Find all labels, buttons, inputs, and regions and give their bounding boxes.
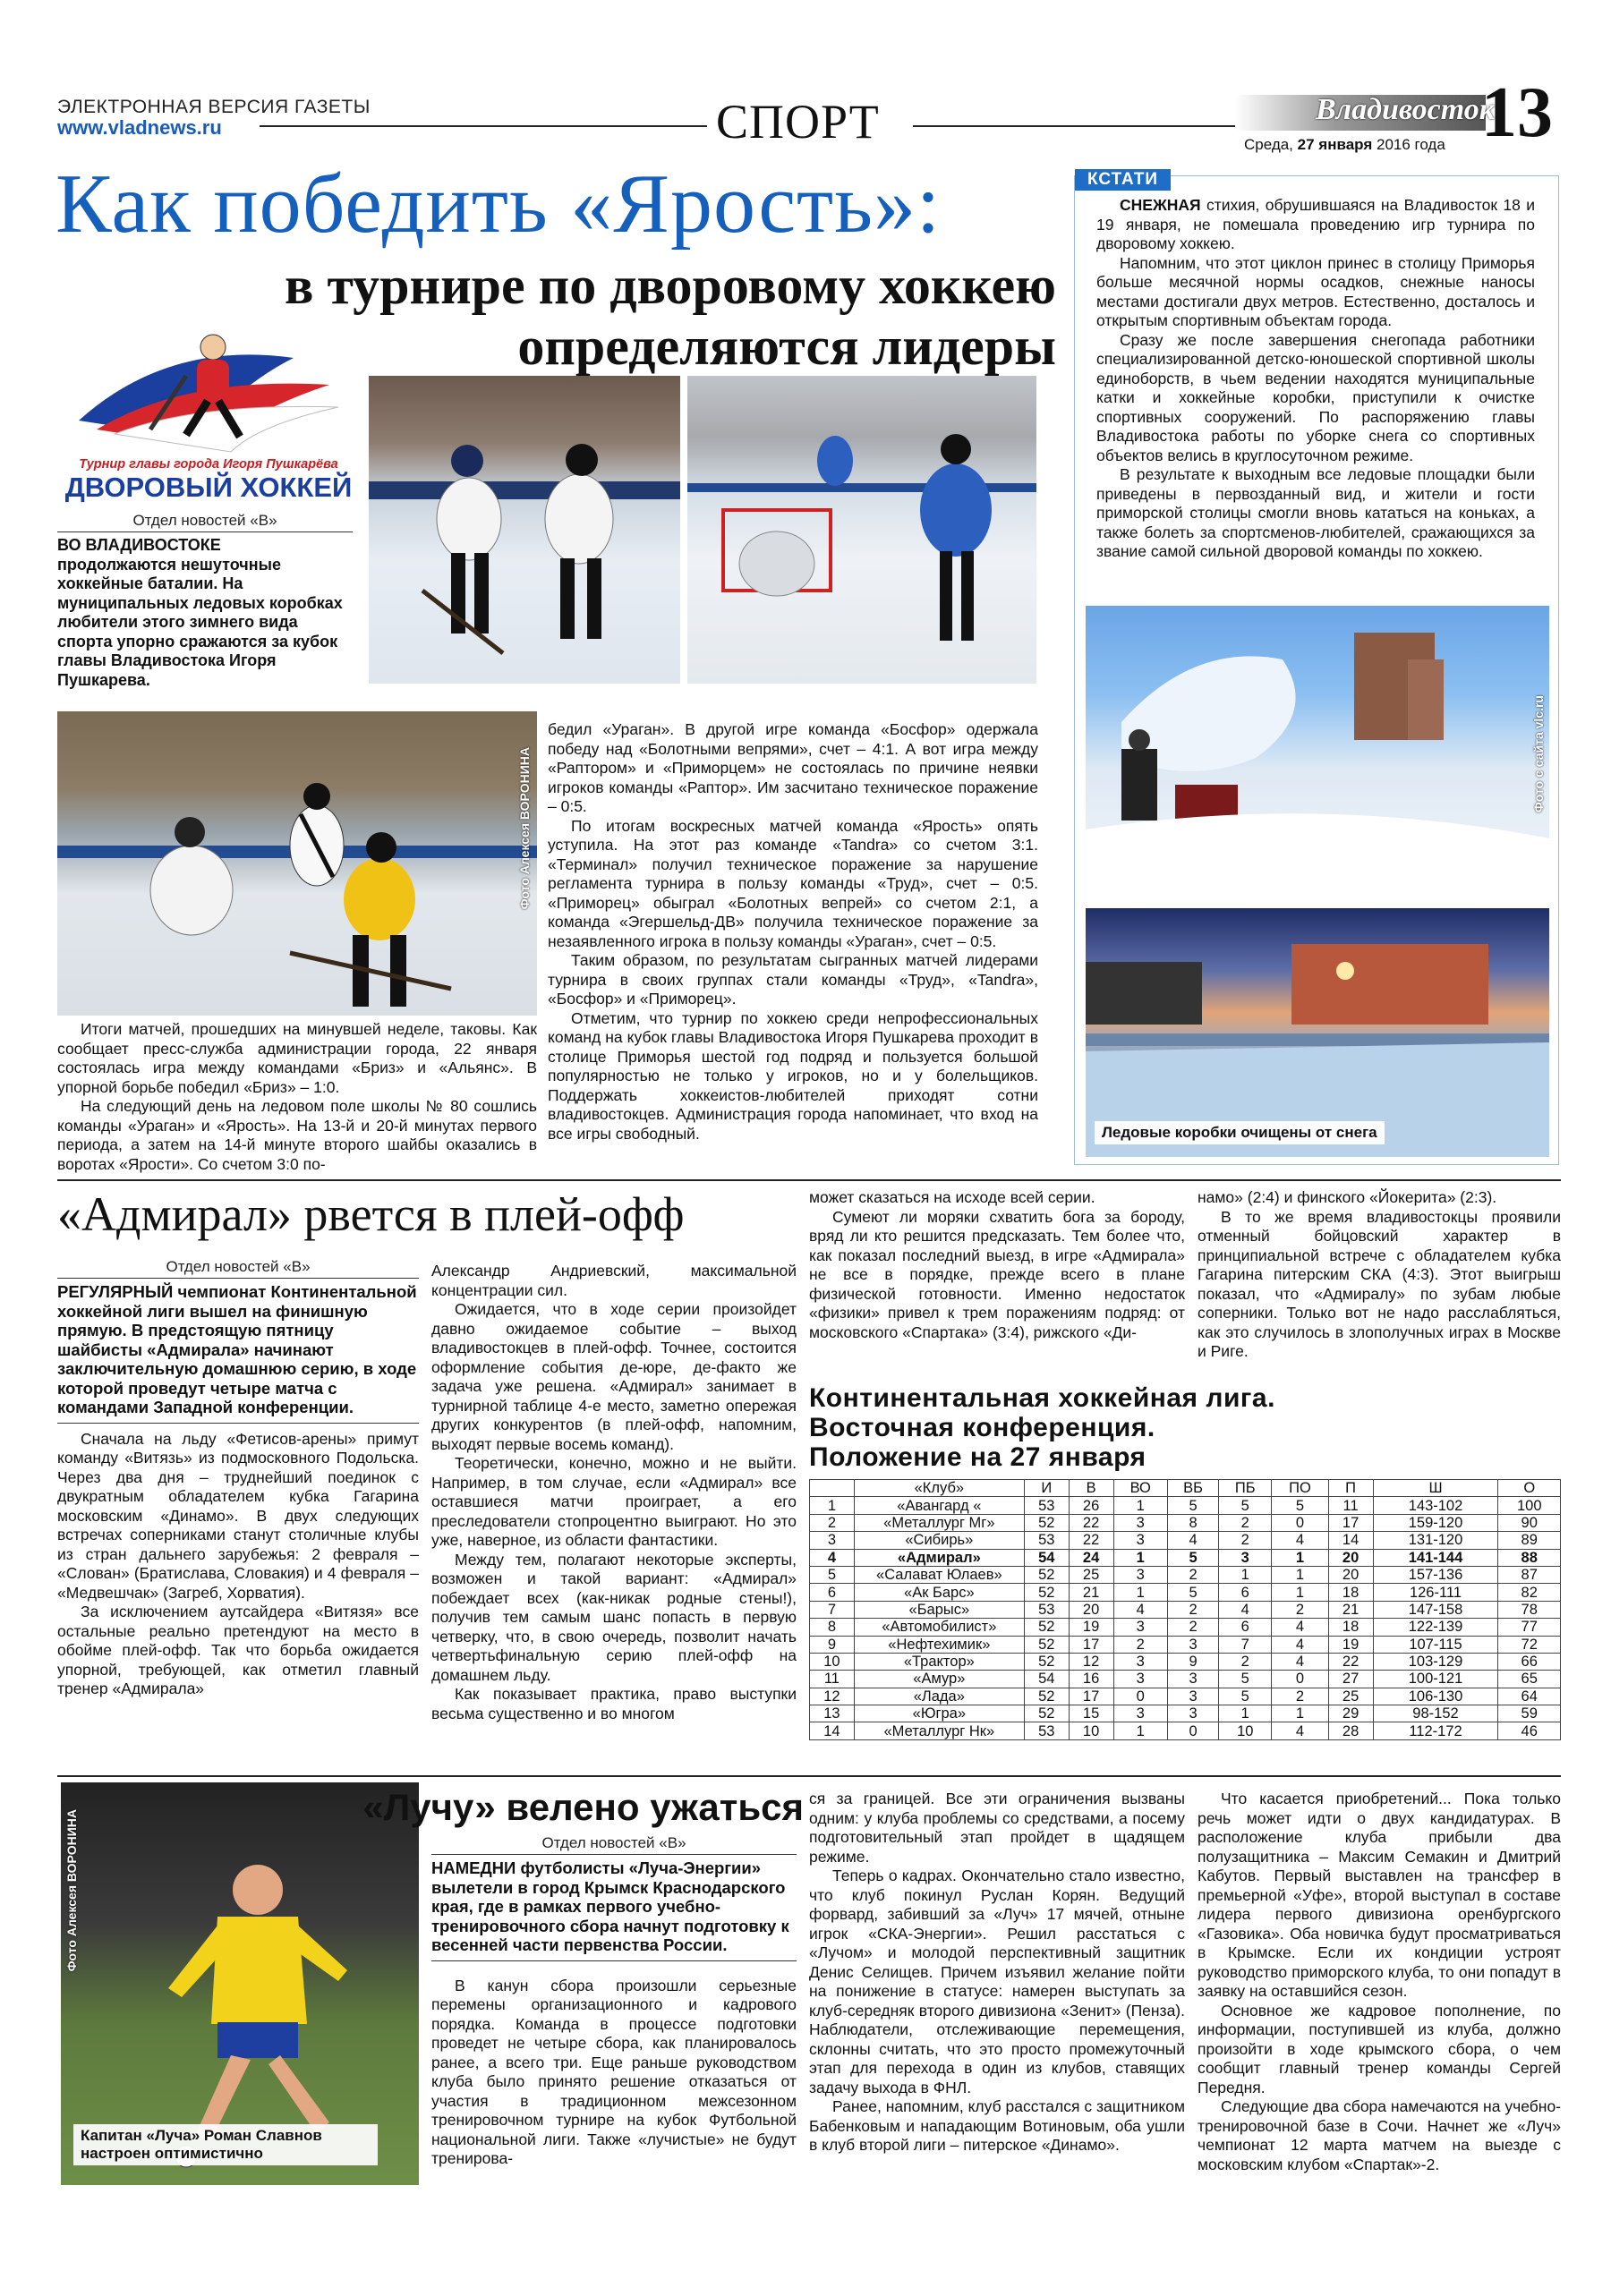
kstati-p4: В результате к выходным все ледовые площадки были приведены в первозданный вид, и жители и гости приморской столицы смогли вновь кататься на коньках, а также болеть за спортсменов-любителей, сражающихся за звание самой сильной дворовой команды по хоккею. [1096, 465, 1535, 560]
table-cell: 1 [1113, 1722, 1167, 1739]
table-cell: 54 [1024, 1671, 1069, 1688]
rink-photo [1086, 908, 1549, 1157]
table-cell: 2 [810, 1514, 855, 1531]
table-cell: 54 [1024, 1549, 1069, 1566]
table-cell: 1 [1219, 1705, 1272, 1722]
table-cell: 5 [1219, 1497, 1272, 1514]
section-title: СПОРТ [716, 95, 880, 149]
table-cell: 66 [1498, 1653, 1561, 1670]
table-cell: 90 [1498, 1514, 1561, 1531]
table-cell: 2 [1219, 1653, 1272, 1670]
table-cell: 4 [1167, 1532, 1218, 1549]
kstati-lead-cap: СНЕЖНАЯ [1120, 196, 1201, 214]
table-cell: 3 [1167, 1671, 1218, 1688]
table-cell: 52 [1024, 1688, 1069, 1705]
table-cell: 2 [1219, 1514, 1272, 1531]
table-row [810, 1584, 1561, 1601]
kstati-p1-text: стихия, обрушившаяся на Владивосток 18 и 19 января, не помешала проведению игр турнира по дворовому хоккею. [1096, 196, 1535, 252]
table-cell: О [1498, 1480, 1561, 1497]
admiral-col1-p2: За исключением аутсайдера «Витязя» все остальные реально претендуют на место в обойме плей-офф. Так что борьба ожидается упорной, требующей, как отметил главный тренер «Адмирала» [57, 1603, 419, 1697]
main-lead-block [57, 512, 353, 690]
admiral-lead-divider [57, 1423, 419, 1430]
admiral-lead-text: чемпионат Континентальной хоккейной лиги вышел на финишную прямую. В предстоящую пятницу шайбисты «Адмирала» начинают заключительную домашнюю серию, в ходе которой проведут четыре матча с командами Западной конференции. [57, 1282, 417, 1416]
admiral-col-2 [431, 1262, 797, 1723]
table-cell: 52 [1024, 1636, 1069, 1653]
table-cell: 112-172 [1373, 1722, 1498, 1739]
table-cell: 18 [1328, 1584, 1373, 1601]
table-cell: 100 [1498, 1497, 1561, 1514]
table-cell: 3 [1219, 1549, 1272, 1566]
main-col1-p1: Итоги матчей, прошедших на минувшей неделе, таковы. Как сообщает пресс-служба администрации города, 22 января состоялась игра между командами «Бриз» и «Альянс». В упорной борьбе победил «Бриз» – 1:0. [57, 1020, 537, 1096]
standings-title-3: Положение на 27 января [809, 1442, 1146, 1472]
date-bold: 27 января [1297, 136, 1373, 153]
table-cell-club: «Югра» [854, 1705, 1024, 1722]
table-row [810, 1532, 1561, 1549]
table-cell: 64 [1498, 1688, 1561, 1705]
table-cell: 52 [1024, 1566, 1069, 1583]
issue-date [1244, 136, 1445, 154]
kstati-p3: Сразу же после завершения снегопада работники специализированной детско-юношеской спортивной школы единоборств, в чьем ведении находятся муниципальные катки и хоккейные коробки, приступили к очистке спортивных сооружений. По распоряжению главы Владивостока работы по уборке снега со спортивных объектов велись в круглосуточном режиме. [1096, 330, 1535, 464]
hockey-goalie-image-icon [687, 376, 1036, 684]
table-cell: 65 [1498, 1671, 1561, 1688]
table-cell: 159-120 [1373, 1514, 1498, 1531]
admiral-col2-p4: Между тем, полагают некоторые эксперты, возможен и такой вариант: «Адмирал» побеждает всех (как-никак родные стены!), получив тем самым шанс попасть в первую четверку, что, в свою очередь, позволит начать четвертьфинальную серию плей-офф на домашнем льду. [431, 1550, 797, 1684]
admiral-lead [57, 1282, 419, 1417]
logo-title: ДВОРОВЫЙ ХОККЕЙ [64, 472, 353, 503]
table-cell: 87 [1498, 1566, 1561, 1583]
table-row [810, 1619, 1561, 1636]
table-cell-club: «Металлург Мг» [854, 1514, 1024, 1531]
table-row [810, 1601, 1561, 1618]
main-lead-text: продолжаются нешуточные хоккейные баталии. На муниципальных ледовых коробках любители этого зимнего вида спорта упорно сражаются за кубок главы Владивостока Игоря Пушкарева. [57, 555, 343, 689]
luch-lead-block [431, 1834, 797, 2169]
table-cell: 126-111 [1373, 1584, 1498, 1601]
table-row [810, 1566, 1561, 1583]
table-cell: 4 [1272, 1722, 1328, 1739]
standings-block [809, 1383, 1561, 1740]
table-cell-club: «Ак Барс» [854, 1584, 1024, 1601]
ice-rink-image-icon [1086, 908, 1549, 1157]
table-cell: 10 [810, 1653, 855, 1670]
table-cell: 1 [1113, 1497, 1167, 1514]
standings-title-1: Континентальная хоккейная лига. [809, 1383, 1275, 1413]
luch-lead [431, 1858, 797, 1955]
table-cell: 157-136 [1373, 1566, 1498, 1583]
table-row [810, 1653, 1561, 1670]
table-cell [810, 1480, 855, 1497]
table-cell: 5 [1272, 1497, 1328, 1514]
table-cell: 141-144 [1373, 1549, 1498, 1566]
luch-col3-p2: Основное же кадровое пополнение, по информации, поступившей из клуба, должно произойти в ходе крымского сбора, о чем сообщит главный тренер команды Сергей Передня. [1198, 2001, 1561, 2096]
logo-tagline: Турнир главы города Игоря Пушкарёва [79, 457, 338, 472]
table-cell: 10 [1219, 1722, 1272, 1739]
table-cell: 3 [1113, 1705, 1167, 1722]
main-lead-cap: ВО ВЛАДИВОСТОКЕ [57, 536, 221, 554]
table-cell: 4 [1272, 1653, 1328, 1670]
table-cell: 2 [1272, 1688, 1328, 1705]
table-cell: 53 [1024, 1532, 1069, 1549]
main-subtitle-1: в турнире по дворовому хоккею [285, 256, 1056, 315]
rink-caption: Ледовые коробки очищены от снега [1095, 1121, 1385, 1144]
admiral-col2-p3: Теоретически, конечно, можно и не выйти. Например, в том случае, если «Адмирал» все оставшиеся матчи проиграет, а его преследователи стопроцентно выиграют. Но это уже, наверное, из области фантастики. [431, 1454, 797, 1549]
table-cell: 106-130 [1373, 1688, 1498, 1705]
main-byline: Отдел новостей «В» [57, 512, 353, 532]
main-col2-p3: Таким образом, по результатам сыгранных матчей лидерами турнира в своих группах стали команды «Труд», «Tandra», «Босфор» и «Приморец». [548, 951, 1038, 1008]
table-cell: 5 [1167, 1497, 1218, 1514]
table-cell: 12 [810, 1688, 855, 1705]
table-cell: 2 [1113, 1636, 1167, 1653]
table-cell: ПБ [1219, 1480, 1272, 1497]
table-cell: 103-129 [1373, 1653, 1498, 1670]
luch-photo [61, 1782, 419, 2185]
table-cell: 4 [1113, 1601, 1167, 1618]
table-cell: 0 [1167, 1722, 1218, 1739]
kstati-tag: КСТАТИ [1075, 169, 1171, 191]
admiral-col2-p2: Ожидается, что в ходе серии произойдет давно ожидаемое событие – выход владивостокцев в плей-офф. Точнее, состоится оформление события де-юре, де-факто же задача уже решена. «Адмирал» занимает в турнирной таблице 4-е место, заметно опережая других конкурентов (в плей-офф, напомним, выходят первые восемь команд). [431, 1300, 797, 1453]
table-cell-club: «Барыс» [854, 1601, 1024, 1618]
table-cell: 5 [1219, 1688, 1272, 1705]
table-row [810, 1549, 1561, 1566]
hockey-player-logo-icon [61, 322, 356, 456]
admiral-col4-p2: В то же время владивостокцы проявили отменный бойцовский характер в принципиальной встрече с обладателем кубка Гагарина питерским СКА (4:3). Этот выигрыш показал, что «Адмиралу» по зубам любые соперники. Только вот не надо расслабляться, как это случилось в злополучных играх в Москве и Риге. [1198, 1207, 1561, 1360]
luch-col-2 [809, 1790, 1185, 2156]
main-col-2 [548, 720, 1038, 1144]
luch-col1-p1: В канун сбора произошли серьезные перемены организационного и кадрового порядка. Команда в процессе подготовки проведет не четыре сбора, как планировалось ранее, а всего три. Еще раньше руководством клуба было принято решение отказаться от участия в традиционном межсезонном тренировочном турнире на кубок Футбольной национальной лиги. Также «лучистые» не будут тренирова- [431, 1976, 797, 2167]
table-cell: 2 [1272, 1601, 1328, 1618]
photo-credit-sidebar: Фото с сайта vlc.ru [1531, 695, 1546, 813]
table-cell: 82 [1498, 1584, 1561, 1601]
hockey-match-image-icon [57, 711, 537, 1016]
table-cell: 131-120 [1373, 1532, 1498, 1549]
table-cell: 20 [1328, 1566, 1373, 1583]
table-cell: 17 [1069, 1688, 1113, 1705]
table-cell: 14 [1328, 1532, 1373, 1549]
table-cell-club: «Трактор» [854, 1653, 1024, 1670]
table-cell-club: «Авангард « [854, 1497, 1024, 1514]
table-cell: 2 [1167, 1619, 1218, 1636]
table-cell: 5 [810, 1566, 855, 1583]
table-cell: 10 [1069, 1722, 1113, 1739]
table-cell: 15 [1069, 1705, 1113, 1722]
admiral-col3-p1: может сказаться на исходе всей серии. [809, 1188, 1095, 1206]
admiral-headline: «Адмирал» рвется в плей-офф [57, 1187, 685, 1241]
table-cell: 20 [1069, 1601, 1113, 1618]
standings-title-2: Восточная конференция. [809, 1413, 1155, 1442]
kstati-box [1074, 170, 1559, 1165]
table-cell: 52 [1024, 1514, 1069, 1531]
luch-col-3 [1198, 1790, 1561, 2174]
table-cell: 9 [1167, 1653, 1218, 1670]
table-cell: 29 [1328, 1705, 1373, 1722]
table-row [810, 1722, 1561, 1739]
admiral-col4-p1: намо» (2:4) и финского «Йокерита» (2:3). [1198, 1188, 1497, 1206]
table-cell: 147-158 [1373, 1601, 1498, 1618]
table-cell: 22 [1069, 1514, 1113, 1531]
table-cell: 8 [810, 1619, 855, 1636]
table-cell: 6 [1219, 1584, 1272, 1601]
table-cell: И [1024, 1480, 1069, 1497]
table-cell: 0 [1272, 1514, 1328, 1531]
table-cell: 5 [1219, 1671, 1272, 1688]
luch-top-rule [57, 1775, 1561, 1777]
table-cell-club: «Амур» [854, 1671, 1024, 1688]
main-col2-p4: Отметим, что турнир по хоккею среди непрофессиональных команд на кубок главы Владивостока Игоря Пушкарева проходит в столице Приморья шестой год подряд и пользуется большой популярностью не только у игроков, но и у болельщиков. Поддержать хоккеистов-любителей приходят сотни владивостокцев. Администрация города напоминает, что вход на все игры свободный. [548, 1008, 1038, 1143]
table-cell: 19 [1328, 1636, 1373, 1653]
main-subtitle-2: определяются лидеры [517, 317, 1056, 376]
table-cell: 25 [1069, 1566, 1113, 1583]
table-row [810, 1636, 1561, 1653]
table-cell: 22 [1328, 1653, 1373, 1670]
photo-credit-luch: Фото Алексея ВОРОНИНА [64, 1809, 79, 1972]
table-cell: 1 [1113, 1584, 1167, 1601]
table-cell: 1 [1272, 1566, 1328, 1583]
luch-lead-divider [431, 1960, 797, 1977]
table-cell: 6 [1219, 1619, 1272, 1636]
table-cell: 1 [1272, 1549, 1328, 1566]
table-cell: ВБ [1167, 1480, 1218, 1497]
table-cell: 17 [1328, 1514, 1373, 1531]
table-cell: 26 [1069, 1497, 1113, 1514]
snow-photo [1086, 606, 1549, 903]
table-cell: 7 [1219, 1636, 1272, 1653]
table-cell: 22 [1069, 1532, 1113, 1549]
table-cell: Ш [1373, 1480, 1498, 1497]
table-cell: 3 [1113, 1532, 1167, 1549]
admiral-col-4 [1198, 1188, 1561, 1362]
table-cell: 9 [810, 1636, 855, 1653]
table-cell: 3 [1167, 1636, 1218, 1653]
table-cell: 11 [810, 1671, 855, 1688]
table-cell-club: «Клуб» [854, 1480, 1024, 1497]
luch-lead-cap: НАМЕДНИ [431, 1858, 516, 1877]
table-cell: 3 [1113, 1653, 1167, 1670]
snow-blower-image-icon [1086, 606, 1549, 903]
photo-credit-main: Фото Алексея ВОРОНИНА [517, 747, 532, 910]
table-cell: 14 [810, 1722, 855, 1739]
main-lead [57, 536, 353, 690]
standings-table [809, 1479, 1561, 1740]
main-headline: Как победить «Ярость»: [55, 157, 942, 251]
table-cell-club: «Салават Юлаев» [854, 1566, 1024, 1583]
table-cell: 3 [1113, 1514, 1167, 1531]
table-cell: 18 [1328, 1619, 1373, 1636]
table-cell: 59 [1498, 1705, 1561, 1722]
table-cell: 4 [1272, 1619, 1328, 1636]
table-cell: 122-139 [1373, 1619, 1498, 1636]
main-col1-p2: На следующий день на ледовом поле школы № 80 сошлись команды «Ураган» и «Ярость». На 13-й и 20-й минутах первого периода, а затем на 14-й минуте второго шайбы оказались в воротах «Ярости». Со счетом 3:0 по- [57, 1097, 537, 1173]
table-cell: 4 [1272, 1636, 1328, 1653]
table-cell: 13 [810, 1705, 855, 1722]
table-cell: 5 [1167, 1549, 1218, 1566]
table-cell: 53 [1024, 1601, 1069, 1618]
hockey-photo-1 [369, 376, 680, 684]
admiral-top-rule [57, 1179, 1561, 1181]
table-cell: 53 [1024, 1497, 1069, 1514]
table-cell: 77 [1498, 1619, 1561, 1636]
table-cell-club: «Адмирал» [854, 1549, 1024, 1566]
table-cell: 20 [1328, 1549, 1373, 1566]
table-cell: 2 [1167, 1566, 1218, 1583]
table-cell: 3 [1113, 1566, 1167, 1583]
table-row [810, 1671, 1561, 1688]
table-cell: 6 [810, 1584, 855, 1601]
masthead-rule-right [913, 125, 1271, 127]
luch-byline: Отдел новостей «В» [431, 1834, 797, 1855]
table-cell: 46 [1498, 1722, 1561, 1739]
table-cell: 3 [810, 1532, 855, 1549]
date-prefix: Среда, [1244, 136, 1293, 153]
table-cell: 98-152 [1373, 1705, 1498, 1722]
table-cell: П [1328, 1480, 1373, 1497]
table-cell: 53 [1024, 1722, 1069, 1739]
kstati-p1 [1096, 196, 1535, 254]
table-row [810, 1514, 1561, 1531]
table-cell: 11 [1328, 1497, 1373, 1514]
table-cell: 19 [1069, 1619, 1113, 1636]
admiral-lead-cap: РЕГУЛЯРНЫЙ [57, 1282, 174, 1301]
table-cell-club: «Нефтехимик» [854, 1636, 1024, 1653]
site-url[interactable]: www.vladnews.ru [57, 116, 222, 139]
table-cell: 7 [810, 1601, 855, 1618]
page-number: 13 [1481, 73, 1553, 152]
luch-col3-p3: Следующие два сбора намечаются на учебно-тренировочной базе в Сочи. Начнет же «Луч» чемпионат 12 марта матчем на выезде с московским клубом «Спартак»-2. [1198, 2097, 1561, 2173]
admiral-col3-p2: Сумеют ли моряки схватить бога за бороду, вряд ли кто решится предсказать. Тем более что, как показал последний выезд, в игре «Адмирала» не все в порядке, прежде всего в плане физической готовности. Именно недостаток «физики» привел к трем поражениям подряд: от московского «Спартака» (3:4), рижского «Ди- [809, 1207, 1185, 1341]
table-cell-club: «Металлург Нк» [854, 1722, 1024, 1739]
standings-header-row [810, 1480, 1561, 1497]
date-suffix: 2016 года [1376, 136, 1445, 153]
table-cell: 52 [1024, 1584, 1069, 1601]
table-cell: 21 [1069, 1584, 1113, 1601]
table-cell: 52 [1024, 1653, 1069, 1670]
tournament-logo [61, 322, 356, 506]
admiral-col1-p1: Сначала на льду «Фетисов-арены» примут команду «Витязь» из подмосковного Подольска. Через два дня – труднейший поединок с двукратным обладателем кубка Гагарина московским «Динамо». В двух следующих встречах соперниками станут столичные клубы из стран дальнего зарубежья: 2 февраля – «Слован» (Братислава, Словакия) и 4 февраля – «Медвешчак» (Загреб, Хорватия). [57, 1429, 419, 1602]
table-cell: 28 [1328, 1722, 1373, 1739]
table-row [810, 1688, 1561, 1705]
table-cell: 4 [1219, 1601, 1272, 1618]
table-cell: 107-115 [1373, 1636, 1498, 1653]
table-cell-club: «Автомобилист» [854, 1619, 1024, 1636]
table-cell: 2 [1219, 1532, 1272, 1549]
admiral-col2-p1: Александр Андриевский, максимальной концентрации сил. [431, 1262, 797, 1299]
table-cell: 3 [1167, 1688, 1218, 1705]
table-cell: 25 [1328, 1688, 1373, 1705]
luch-col3-p1: Что касается приобретений... Пока только речь может идти о двух кандидатурах. В расположение клуба прибыли два полузащитника – Максим Семакин и Дмитрий Кабутов. Первый выставлен на трансфер в премьерной «Уфе», второй выступал в составе лидера первого дивизиона оренбургского «Газовика». Оба новичка будут просматриваться в Крымске. Если их кондиции устроят руководство приморского клуба, то они попадут в заявку на оставшийся сезон. [1198, 1790, 1561, 2000]
table-cell: 4 [810, 1549, 855, 1566]
table-cell: 1 [1219, 1566, 1272, 1583]
table-cell: 1 [1272, 1584, 1328, 1601]
admiral-col-3 [809, 1188, 1185, 1342]
kstati-text [1096, 196, 1535, 562]
table-cell: 0 [1272, 1671, 1328, 1688]
table-row [810, 1705, 1561, 1722]
table-cell: 52 [1024, 1619, 1069, 1636]
table-cell: 16 [1069, 1671, 1113, 1688]
table-cell: 24 [1069, 1549, 1113, 1566]
luch-col2-p1: ся за границей. Все эти ограничения вызваны одним: у клуба проблемы со средствами, а посему подготовительный этап пройдет в щадящем режиме. [809, 1790, 1185, 1866]
table-cell: 0 [1113, 1688, 1167, 1705]
table-cell: 8 [1167, 1514, 1218, 1531]
luch-lead-text: футболисты «Луча-Энергии» вылетели в город Крымск Краснодарского края, где в рамках первого учебно-тренировочного сбора начнут подготовку к весенней части первенства России. [431, 1858, 789, 1954]
paper-name: Владивосток [1316, 93, 1495, 126]
table-cell: 4 [1272, 1532, 1328, 1549]
luch-headline: «Лучу» велено ужаться [362, 1786, 804, 1828]
main-col2-p2: По итогам воскресных матчей команда «Ярость» опять уступила. На этот раз команде «Tandra» со счетом 3:1. «Терминал» получил техническое поражение за нарушение регламента турнира в пользу команды «Труд», счет – 0:5. «Приморец» обыграл «Болотных вепрей» со счетом 2:1, а команда «Эгершельд-ДВ» получила техническое поражение за незаявленного игрока в пользу команды «Ураган», счет – 0:5. [548, 816, 1038, 950]
table-cell: 1 [1113, 1549, 1167, 1566]
table-cell: ПО [1272, 1480, 1328, 1497]
kstati-p2: Напомним, что этот циклон принес в столицу Приморья больше месячной нормы осадков, снежные наносы местами достигали двух метров. Естественно, досталось и открытым спортивным объектам города. [1096, 253, 1535, 329]
edition-label: ЭЛЕКТРОННАЯ ВЕРСИЯ ГАЗЕТЫ [57, 97, 371, 117]
admiral-lead-block [57, 1258, 419, 1699]
main-col2-p1: бедил «Ураган». В другой игре команда «Босфор» одержала победу над «Болотными вепрями», счет – 4:1. А вот игра между «Раптором» и «Приморцем» не состоялась по причине неявки игроков команды «Раптор». Им засчитано техническое поражение – 0:5. [548, 720, 1038, 815]
table-cell: 17 [1069, 1636, 1113, 1653]
table-cell: 12 [1069, 1653, 1113, 1670]
table-cell: 21 [1328, 1601, 1373, 1618]
table-cell: 1 [810, 1497, 855, 1514]
table-cell-club: «Лада» [854, 1688, 1024, 1705]
admiral-col2-p5: Как показывает практика, право выступки весьма существенно и во многом [431, 1685, 797, 1722]
table-cell: 1 [1272, 1705, 1328, 1722]
hockey-players-image-icon [369, 376, 680, 684]
table-cell: 100-121 [1373, 1671, 1498, 1688]
table-cell: 3 [1113, 1671, 1167, 1688]
table-cell: 89 [1498, 1532, 1561, 1549]
table-cell: 2 [1167, 1601, 1218, 1618]
table-cell: 52 [1024, 1705, 1069, 1722]
table-cell-club: «Сибирь» [854, 1532, 1024, 1549]
luch-col2-p3: Ранее, напомним, клуб расстался с защитником Бабенковым и нападающим Вотиновым, оба ушли в клуб второй лиги – питерское «Динамо». [809, 2097, 1185, 2154]
table-row [810, 1497, 1561, 1514]
admiral-byline: Отдел новостей «В» [57, 1258, 419, 1279]
table-cell: 78 [1498, 1601, 1561, 1618]
hockey-photo-2 [687, 376, 1036, 684]
table-cell: 72 [1498, 1636, 1561, 1653]
luch-caption: Капитан «Луча» Роман Славнов настроен оптимистично [73, 2124, 378, 2165]
table-cell: 143-102 [1373, 1497, 1498, 1514]
table-cell: 3 [1167, 1705, 1218, 1722]
table-cell: 88 [1498, 1549, 1561, 1566]
table-cell: 5 [1167, 1584, 1218, 1601]
main-col-1 [57, 1020, 537, 1174]
luch-col2-p2: Теперь о кадрах. Окончательно стало известно, что клуб покинул Руслан Корян. Ведущий форвард, забивший за «Луч» 17 мячей, отныне игрок «СКА-Энергии». Решил расстаться с «Лучом» и молодой перспективный защитник Денис Селищев. Причем изъявил желание пойти на понижение в статусе: намерен выступать за клуб-середняк второго дивизиона «Зенит» (Пенза). Наблюдатели, отслеживающие перемещения, склонны считать, что это просто промежуточный этап для перехода в один из клубов, ставящих задачу выхода в ФНЛ. [809, 1867, 1185, 2096]
table-cell: В [1069, 1480, 1113, 1497]
hockey-photo-3 [57, 711, 537, 1016]
masthead-rule-left [260, 125, 707, 127]
table-cell: 27 [1328, 1671, 1373, 1688]
table-cell: 3 [1113, 1619, 1167, 1636]
table-cell: ВО [1113, 1480, 1167, 1497]
